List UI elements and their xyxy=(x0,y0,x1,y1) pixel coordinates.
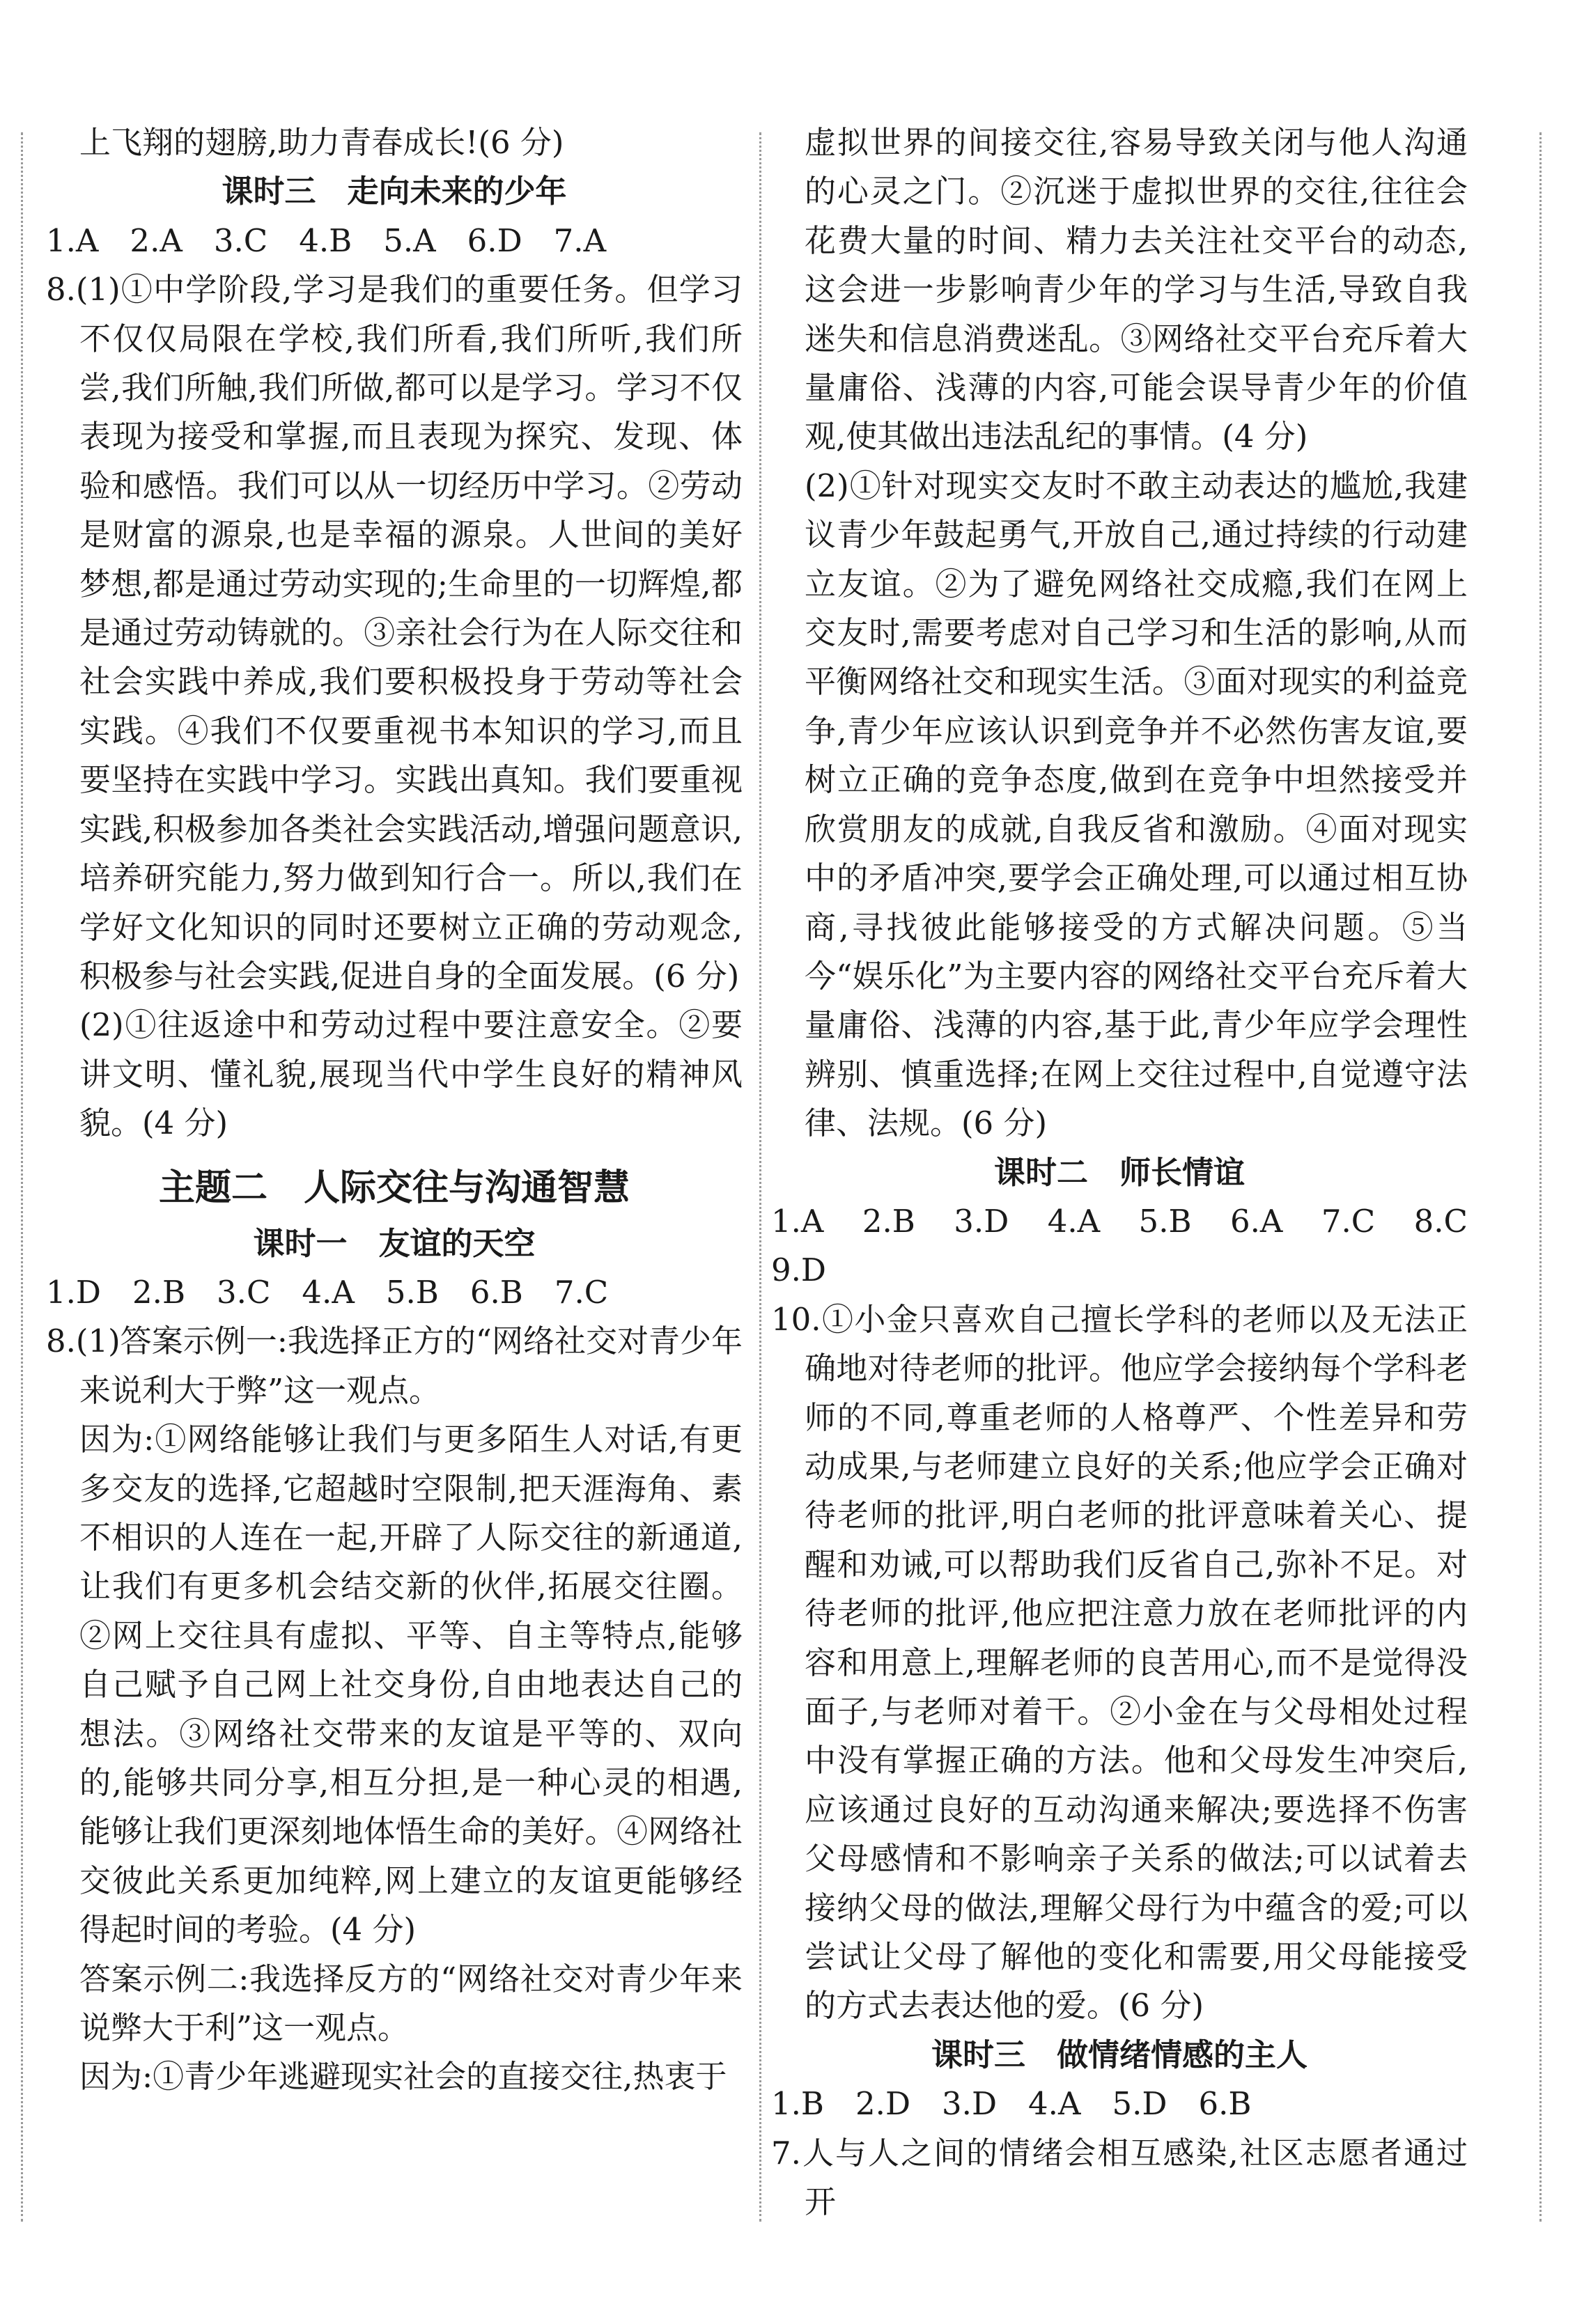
answer-8-part2: (2)①往返途中和劳动过程中要注意安全。②要讲文明、懂礼貌,展现当代中学生良好的精神风貌。(4 分) xyxy=(79,1006,743,1142)
choice-answers: 1.D 2.B 3.C 4.A 5.B 6.B 7.C xyxy=(46,1273,609,1311)
answer-10: 10.①小金只喜欢自己擅长学科的老师以及无法正确地对待老师的批评。他应学会接纳每个学科老师的不同,尊重老师的人格尊严、个性差异和劳动成果,与老师建立良好的关系;他应学会正确对待老师的批评,明白老师的批评意味着关心、提醒和劝诫,可以帮助我们反省自己,弥补不足。对待老师的批评,他应把注意力放在老师批评的内容和用意上,理解老师的良苦用心,而不是觉得没面子,与老师对着干。②小金在与父母相处过程中没有掌握正确的方法。他和父母发生冲突后,应该通过良好的互动沟通来解决;要选择不伤害父母感情和不影响亲子关系的做法;可以试着去接纳父母的做法,理解父母行为中蕴含的爱;可以尝试让父母了解他的变化和需要,用父母能接受的方式去表达他的爱。(6 分) xyxy=(771,1300,1468,2025)
answer-8-example1: 8.(1)答案示例一:我选择正方的“网络社交对青少年来说利大于弊”这一观点。 xyxy=(46,1323,743,1409)
choice-answers: 1.A 2.B 3.D 4.A 5.B 6.A 7.C 8.C 9.D xyxy=(771,1202,1500,1289)
paragraph: 上飞翔的翅膀,助力青春成长!(6 分) xyxy=(79,124,564,161)
answer-8b-part2: (2)①针对现实交友时不敢主动表达的尴尬,我建议青少年鼓起勇气,开放自己,通过持续的行动建立友谊。②为了避免网络社交成瘾,我们在网上交友时,需要考虑对自己学习和生活的影响,从而平衡网络社交和现实生活。③面对现实的利益竞争,青少年应该认识到竞争并不必然伤害友谊,要树立正确的竞争态度,做到在竞争中坦然接受并欣赏朋友的成就,自我反省和激励。④面对现实中的矛盾冲突,要学会正确处理,可以通过相互协商,寻找彼此能够接受的方式解决问题。⑤当今“娱乐化”为主要内容的网络社交平台充斥着大量庸俗、浅薄的内容,基于此,青少年应学会理性辨别、慎重选择;在网上交往过程中,自觉遵守法律、法规。(6 分) xyxy=(805,467,1468,1142)
lesson-heading: 课时三 做情绪情感的主人 xyxy=(931,2036,1308,2073)
answer-8-reasons1: 因为:①网络能够让我们与更多陌生人对话,有更多交友的选择,它超越时空限制,把天涯海角、素不相识的人连在一起,开辟了人际交往的新通道,让我们有更多机会结交新的伙伴,拓展交往圈。②网上交往具有虚拟、平等、自主等特点,能够自己赋予自己网上社交身份,自由地表达自己的想法。③网络社交带来的友谊是平等的、双向的,能够共同分享,相互分担,是一种心灵的相遇,能够让我们更深刻地体悟生命的美好。④网络社交彼此关系更加纯粹,网上建立的友谊更能够经得起时间的考验。(4 分) xyxy=(79,1421,743,1949)
lesson-heading: 课时二 师长情谊 xyxy=(993,1153,1245,1191)
answer-7: 7.人与人之间的情绪会相互感染,社区志愿者通过开 xyxy=(771,2134,1468,2221)
right-column xyxy=(771,118,1500,2226)
left-margin-rule xyxy=(21,132,23,2222)
answer-8-part1: 8.(1)①中学阶段,学习是我们的重要任务。但学习不仅仅局限在学校,我们所看,我们所听,我们所尝,我们所触,我们所做,都可以是学习。学习不仅表现为接受和掌握,而且表现为探究、发现、体验和感悟。我们可以从一切经历中学习。②劳动是财富的源泉,也是幸福的源泉。人世间的美好梦想,都是通过劳动实现的;生命里的一切辉煌,都是通过劳动铸就的。③亲社会行为在人际交往和社会实践中养成,我们要积极投身于劳动等社会实践。④我们不仅要重视书本知识的学习,而且要坚持在实践中学习。实践出真知。我们要重视实践,积极参加各类社会实践活动,增强问题意识,培养研究能力,努力做到知行合一。所以,我们在学好文化知识的同时还要树立正确的劳动观念,积极参与社会实践,促进自身的全面发展。(6 分) xyxy=(46,271,743,995)
answer-8-reasons2-cont: 虚拟世界的间接交往,容易导致关闭与他人沟通的心灵之门。②沉迷于虚拟世界的交往,往往会花费大量的时间、精力去关注社交平台的动态,这会进一步影响青少年的学习与生活,导致自我迷失和信息消费迷乱。③网络社交平台充斥着大量庸俗、浅薄的内容,可能会误导青少年的价值观,使其做出违法乱纪的事情。(4 分) xyxy=(805,124,1468,455)
answer-8-example2: 答案示例二:我选择反方的“网络社交对青少年来说弊大于利”这一观点。 xyxy=(79,1960,743,2047)
answer-8-reasons2: 因为:①青少年逃避现实社会的直接交往,热衷于 xyxy=(79,2058,727,2096)
choice-answers: 1.B 2.D 3.D 4.A 5.D 6.B xyxy=(771,2085,1252,2123)
lesson-heading: 课时三 走向未来的少年 xyxy=(222,173,567,210)
left-column xyxy=(46,118,743,2102)
theme-heading: 主题二 人际交往与沟通智慧 xyxy=(158,1166,630,1209)
right-margin-rule xyxy=(1539,132,1542,2222)
column-divider xyxy=(759,132,761,2222)
choice-answers: 1.A 2.A 3.C 4.B 5.A 6.D 7.A xyxy=(46,221,607,259)
lesson-heading: 课时一 友谊的天空 xyxy=(253,1224,536,1262)
